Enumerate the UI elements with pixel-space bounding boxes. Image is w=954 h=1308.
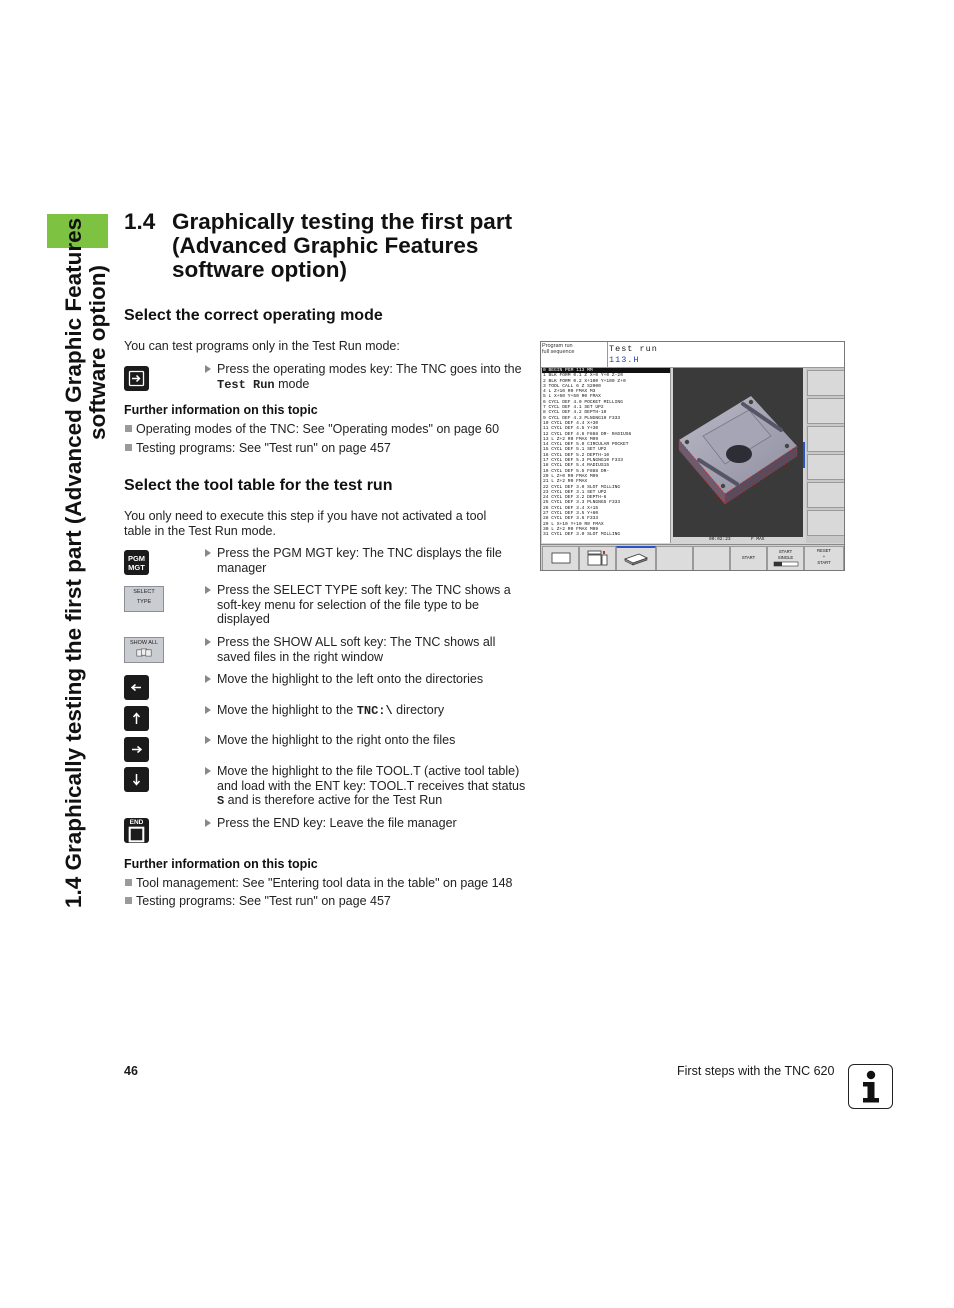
vertical-softkey[interactable] xyxy=(807,370,845,396)
program-line: 19 CYCL DEF 5.5 F888 DR- xyxy=(543,468,610,474)
section2-intro: You only need to execute this step if you have not activated a tool table in the Test Run mode. xyxy=(124,509,487,538)
arrow-down-key xyxy=(124,767,149,792)
program-line: 8 CYCL DEF 4.2 DEPTH-10 xyxy=(543,410,607,416)
program-line: 25 CYCL DEF 3.3 PLNGNG5 F333 xyxy=(543,500,621,506)
side-title-line1: 1.4 Graphically testing the first part (Advanced Graphic Features xyxy=(61,217,86,908)
program-line: 2 BLK FORM 0.2 X+100 Y+100 Z+0 xyxy=(543,378,626,384)
chapter-title-line2: (Advanced Graphic Features xyxy=(172,233,479,258)
end-square-icon xyxy=(128,826,145,843)
arrow-left-key xyxy=(124,675,149,700)
simulation-time: 00:02:23 xyxy=(709,537,731,542)
arrow-bullet-icon xyxy=(205,706,211,714)
workpiece-3d-render xyxy=(673,368,803,536)
program-line: 18 CYCL DEF 5.4 RADIUS15 xyxy=(543,463,610,469)
start-single-softkey[interactable]: START SINGLE xyxy=(767,546,804,571)
further-info-item: Testing programs: See "Test run" on page 457 xyxy=(124,894,391,909)
program-listing xyxy=(542,368,671,543)
reset-start-softkey[interactable]: RESET + START xyxy=(804,546,844,571)
graphic-simulation-view xyxy=(673,368,803,542)
screen-header xyxy=(541,342,844,368)
program-line: 11 CYCL DEF 4.5 Y+30 xyxy=(543,426,599,432)
chapter-heading xyxy=(124,210,544,282)
empty-softkey[interactable] xyxy=(693,546,730,571)
program-line: 21 L Z+2 R0 FMAX xyxy=(543,479,588,485)
page-number: 46 xyxy=(124,1064,138,1078)
arrow-right-icon xyxy=(128,741,145,758)
program-line: 0 BEGIN PGM 113 MM xyxy=(542,368,670,373)
view-three-plane-softkey[interactable] xyxy=(579,546,616,571)
arrow-left-icon xyxy=(128,679,145,696)
program-line: 13 L Z+2 R0 FMAX M99 xyxy=(543,436,599,442)
vertical-softkey-bar xyxy=(806,368,844,543)
horizontal-softkey-bar xyxy=(541,544,844,571)
info-icon xyxy=(848,1064,893,1109)
program-line: 14 CYCL DEF 5.0 CIRCULAR POCKET xyxy=(543,442,629,448)
square-bullet-icon xyxy=(125,444,132,451)
pgm-mgt-key: PGM MGT xyxy=(124,550,149,575)
step-move-down: Move the highlight to the file TOOL.T (active tool table) and load with the ENT key: TOOL.T receives that status S and is therefore active for the Test Run xyxy=(205,764,527,809)
arrow-bullet-icon xyxy=(205,549,211,557)
select-type-softkey: SELECT TYPE xyxy=(124,586,164,612)
arrow-down-icon xyxy=(128,771,145,788)
program-line: 7 CYCL DEF 4.1 SET UP2 xyxy=(543,405,604,411)
empty-softkey[interactable] xyxy=(656,546,693,571)
vertical-softkey[interactable] xyxy=(807,454,845,480)
plan-view-icon xyxy=(551,552,571,564)
show-all-softkey: SHOW ALL xyxy=(124,637,164,663)
tnc-screen-screenshot xyxy=(540,341,845,571)
further-info-heading-1: Further information on this topic xyxy=(124,403,318,417)
program-line: 9 CYCL DEF 4.3 PLNGNG10 F333 xyxy=(543,415,621,421)
step-move-left: Move the highlight to the left onto the directories xyxy=(205,672,537,687)
running-footer: First steps with the TNC 620 xyxy=(677,1064,835,1078)
further-info-item: Operating modes of the TNC: See "Operating modes" on page 60 xyxy=(124,422,499,437)
step-operating-mode: Press the operating modes key: The TNC goes into the Test Run mode xyxy=(205,362,537,392)
step-select-type: Press the SELECT TYPE soft key: The TNC shows a soft-key menu for selection of the file type to be displayed xyxy=(205,583,527,627)
further-info-item: Tool management: See "Entering tool data in the table" on page 148 xyxy=(124,876,513,891)
test-run-mode-icon xyxy=(128,370,145,387)
arrow-bullet-icon xyxy=(205,675,211,683)
test-run-code: Test Run xyxy=(217,377,275,392)
arrow-bullet-icon xyxy=(205,586,211,594)
program-line: 20 L Z+0 R0 FMAX M99 xyxy=(543,473,599,479)
arrow-right-key xyxy=(124,737,149,762)
program-line: 3 TOOL CALL 6 Z S2000 xyxy=(543,383,601,389)
arrow-bullet-icon xyxy=(205,767,211,775)
section-heading-tool-table: Select the tool table for the test run xyxy=(124,477,393,494)
further-info-heading-2: Further information on this topic xyxy=(124,857,318,871)
program-line: 22 CYCL DEF 3.0 SLOT MILLING xyxy=(543,484,621,490)
program-line: 10 CYCL DEF 4.4 X+30 xyxy=(543,420,599,426)
view-plan-softkey[interactable] xyxy=(542,546,579,571)
status-s-code: S xyxy=(217,794,225,808)
step-move-right: Move the highlight to the right onto the files xyxy=(205,733,537,748)
program-line: 16 CYCL DEF 5.2 DEPTH-10 xyxy=(543,452,610,458)
vertical-softkey[interactable] xyxy=(807,510,845,536)
program-line: 4 L Z+10 R0 FMAX M3 xyxy=(543,389,596,395)
program-line: 28 CYCL DEF 3.6 F333 xyxy=(543,516,599,522)
three-plane-view-icon xyxy=(587,550,609,566)
section-heading-operating-mode: Select the correct operating mode xyxy=(124,307,383,324)
start-softkey[interactable]: START xyxy=(730,546,767,571)
program-line: 30 L Z+2 R0 FMAX M99 xyxy=(543,526,599,532)
side-title-line2: software option) xyxy=(85,265,110,440)
arrow-bullet-icon xyxy=(205,365,211,373)
simulation-status-bar xyxy=(673,537,803,543)
step-pgm-mgt: Press the PGM MGT key: The TNC displays the file manager xyxy=(205,546,527,575)
program-line: 24 CYCL DEF 3.2 DEPTH-6 xyxy=(543,495,607,501)
3d-view-icon xyxy=(623,552,649,566)
vertical-softkey[interactable] xyxy=(807,482,845,508)
chapter-title-line3: software option) xyxy=(172,257,347,282)
square-bullet-icon xyxy=(125,897,132,904)
chapter-title-line1: Graphically testing the first part xyxy=(172,209,513,234)
program-line: 5 L X+50 Y+50 R0 FMAX xyxy=(543,394,601,400)
arrow-up-icon xyxy=(128,710,145,727)
chapter-number: 1.4 xyxy=(124,209,156,234)
program-line: 1 BLK FORM 0.1 Z X+0 Y+0 Z-20 xyxy=(543,373,623,379)
program-line: 31 CYCL DEF 3.0 SLOT MILLING xyxy=(543,532,621,538)
files-icon xyxy=(135,648,153,657)
info-glyph-icon xyxy=(849,1065,892,1108)
step-show-all: Press the SHOW ALL soft key: The TNC shows all saved files in the right window xyxy=(205,635,527,664)
arrow-bullet-icon xyxy=(205,819,211,827)
vertical-softkey[interactable] xyxy=(807,426,845,452)
tnc-directory-code: TNC:\ xyxy=(356,704,393,718)
program-line: 27 CYCL DEF 3.5 Y+80 xyxy=(543,511,599,517)
program-line: 29 L X+10 Y+10 R0 FMAX xyxy=(543,521,604,527)
vertical-softkey[interactable] xyxy=(807,398,845,424)
arrow-bullet-icon xyxy=(205,736,211,744)
further-info-item: Testing programs: See "Test run" on page 457 xyxy=(124,441,391,456)
program-file-name: 113.H xyxy=(609,355,640,365)
program-line: 12 CYCL DEF 4.6 F888 DR- RADIUS6 xyxy=(543,431,632,437)
operating-mode-key xyxy=(124,366,149,391)
machine-mode-label: Program run full sequence xyxy=(542,343,575,355)
step-move-up: Move the highlight to the TNC:\ directory xyxy=(205,703,537,719)
view-3d-softkey[interactable] xyxy=(616,546,656,571)
single-block-bar-icon xyxy=(773,561,799,567)
program-line: 26 CYCL DEF 3.4 X+15 xyxy=(543,505,599,511)
step-end: Press the END key: Leave the file manager xyxy=(205,816,537,831)
program-line: 15 CYCL DEF 5.1 SET UP2 xyxy=(543,447,607,453)
arrow-up-key xyxy=(124,706,149,731)
feed-rate: F MAX xyxy=(751,537,765,542)
end-key: END xyxy=(124,818,149,843)
program-line: 17 CYCL DEF 5.3 PLNGNG10 F333 xyxy=(543,458,623,464)
section1-intro: You can test programs only in the Test Run mode: xyxy=(124,339,400,353)
arrow-bullet-icon xyxy=(205,638,211,646)
square-bullet-icon xyxy=(125,425,132,432)
test-run-mode-label: Test run xyxy=(609,344,658,354)
square-bullet-icon xyxy=(125,879,132,886)
program-line: 23 CYCL DEF 3.1 SET UP2 xyxy=(543,489,607,495)
program-line: 6 CYCL DEF 4.0 POCKET MILLING xyxy=(543,399,623,405)
